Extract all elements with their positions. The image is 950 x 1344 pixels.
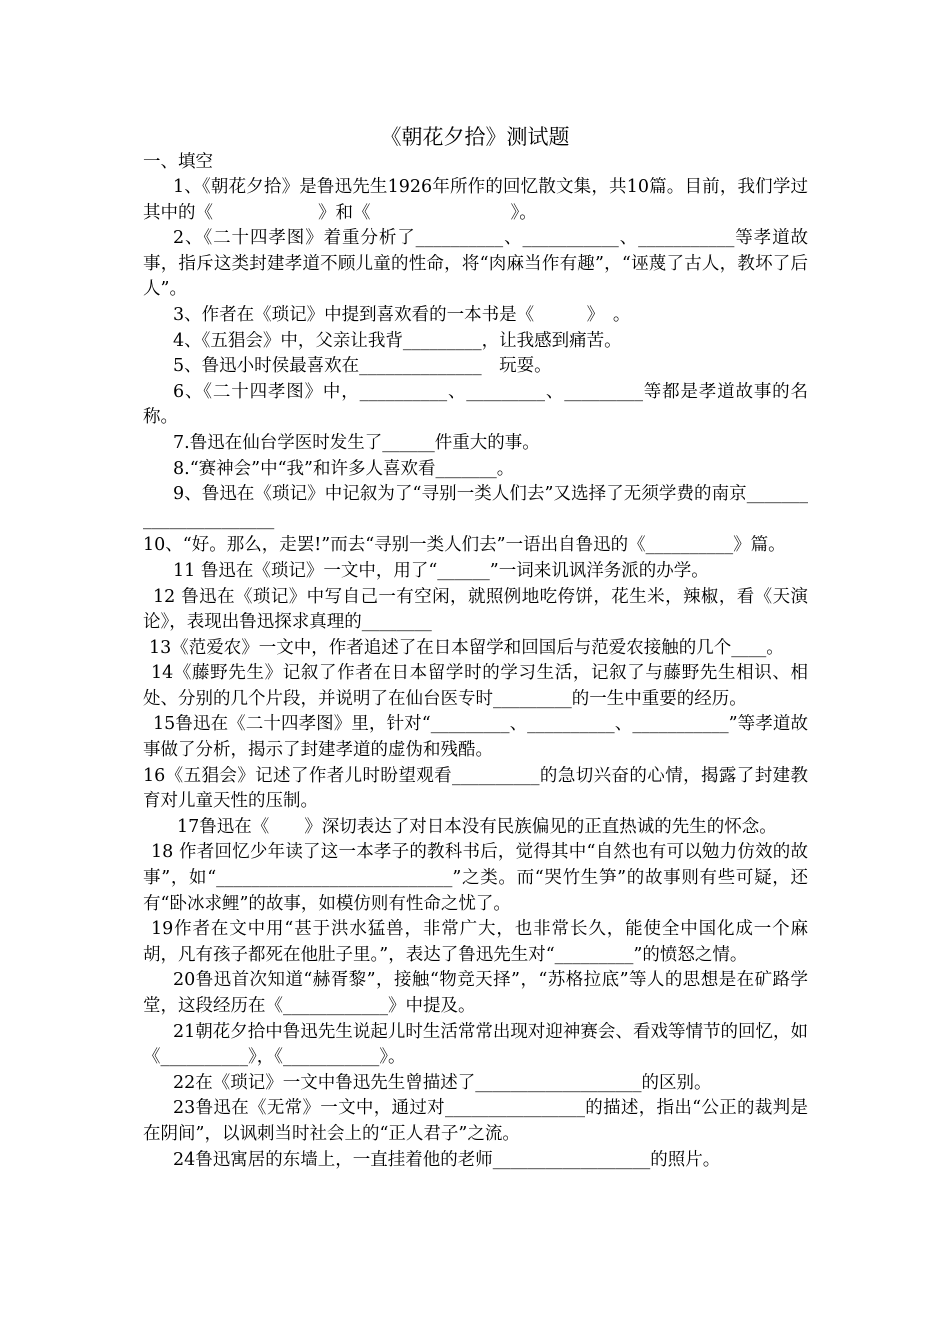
question-item: 6、《二十四孝图》中，__________、_________、_________等都是孝道故事的名称。 — [143, 381, 808, 428]
question-list — [143, 175, 808, 1173]
question-item: 17鲁迅在《 》深切表达了对日本没有民族偏见的正直热诚的先生的怀念。 — [177, 816, 777, 837]
question-item: 15鲁迅在《二十四孝图》里，针对“_________、__________、___________”等孝道故事做了分析，揭示了封建孝道的虚伪和残酷。 — [143, 714, 808, 761]
question-item: 13《范爱农》一文中，作者追述了在日本留学和回国后与范爱农接触的几个____。 — [149, 637, 784, 658]
question-item: 3、作者在《琐记》中提到喜欢看的一本书是《 》 。 — [173, 304, 631, 325]
question-item: 21朝花夕拾中鲁迅先生说起儿时生活常常出现对迎神赛会、看戏等情节的回忆，如《__________》，《___________》。 — [143, 1021, 808, 1068]
question-item: 19作者在文中用“甚于洪水猛兽，非常广大，也非常长久，能使全中国化成一个麻胡，凡有孩子都死在他肚子里。”，表达了鲁迅先生对“_________”的愤怒之情。 — [143, 919, 808, 965]
question-item: 7.鲁迅在仙台学医时发生了______件重大的事。 — [173, 432, 540, 453]
question-item: 1、《朝花夕拾》是鲁迅先生1926年所作的回忆散文集，共10篇。目前，我们学过其中的《 》和《 》。 — [143, 177, 808, 223]
section-heading: 一、填空 — [143, 152, 213, 172]
question-item: 12 鲁迅在《琐记》中写自己一有空闲，就照例地吃侉饼，花生米，辣椒，看《天演论》，表现出鲁迅探求真理的________ — [143, 586, 808, 633]
question-item: 20鲁迅首次知道“赫胥黎”，接触“物竞天择”，“苏格拉底”等人的思想是在矿路学堂，这段经历在《____________》中提及。 — [143, 970, 808, 1016]
question-item: 2、《二十四孝图》着重分析了__________、___________、___________等孝道故事，指斥这类封建孝道不顾儿童的性命，将“肉麻当作有趣”，“诬蔑了古人，教坏了后人”。 — [143, 228, 808, 300]
question-item: 24鲁迅寓居的东墙上，一直挂着他的老师__________________的照片。 — [173, 1149, 721, 1170]
question-item: 10、“好。那么，走罢!”而去“寻别一类人们去”一语出自鲁迅的《__________》篇。 — [143, 535, 786, 556]
question-item: 4、《五猖会》中，父亲让我背_________，让我感到痛苦。 — [173, 330, 622, 351]
question-item: 11 鲁迅在《琐记》一文中，用了“______”一词来讥讽洋务派的办学。 — [173, 560, 709, 581]
question-item: 8.“赛神会”中“我”和许多人喜欢看_______。 — [173, 458, 515, 479]
question-item: 23鲁迅在《无常》一文中，通过对________________的描述，指出“公正的裁判是在阴间”，以讽刺当时社会上的“正人君子”之流。 — [143, 1098, 808, 1144]
question-item: 16《五猖会》记述了作者儿时盼望观看__________的急切兴奋的心情，揭露了封建教育对儿童天性的压制。 — [143, 765, 808, 812]
question-item: 14《藤野先生》记叙了作者在日本留学时的学习生活，记叙了与藤野先生相识、相处、分别的几个片段，并说明了在仙台医专时_________的一生中重要的经历。 — [143, 663, 808, 709]
page-title: 《朝花夕拾》测试题 — [380, 125, 570, 149]
question-item: 18 作者回忆少年读了这一本孝子的教科书后，觉得其中“自然也有可以勉力仿效的故事”，如“___________________________”之类。而“哭竹生笋”的故事则有些可疑，还有“卧冰求鲤”的故事，如模仿则有性命之忧了。 — [143, 842, 808, 914]
question-item: 22在《琐记》一文中鲁迅先生曾描述了___________________的区别。 — [173, 1072, 712, 1093]
question-item: 9、鲁迅在《琐记》中记叙为了“寻别一类人们去”又选择了无须学费的南京______________________ — [143, 484, 808, 530]
question-item: 5、鲁迅小时侯最喜欢在______________ 玩耍。 — [173, 356, 552, 377]
